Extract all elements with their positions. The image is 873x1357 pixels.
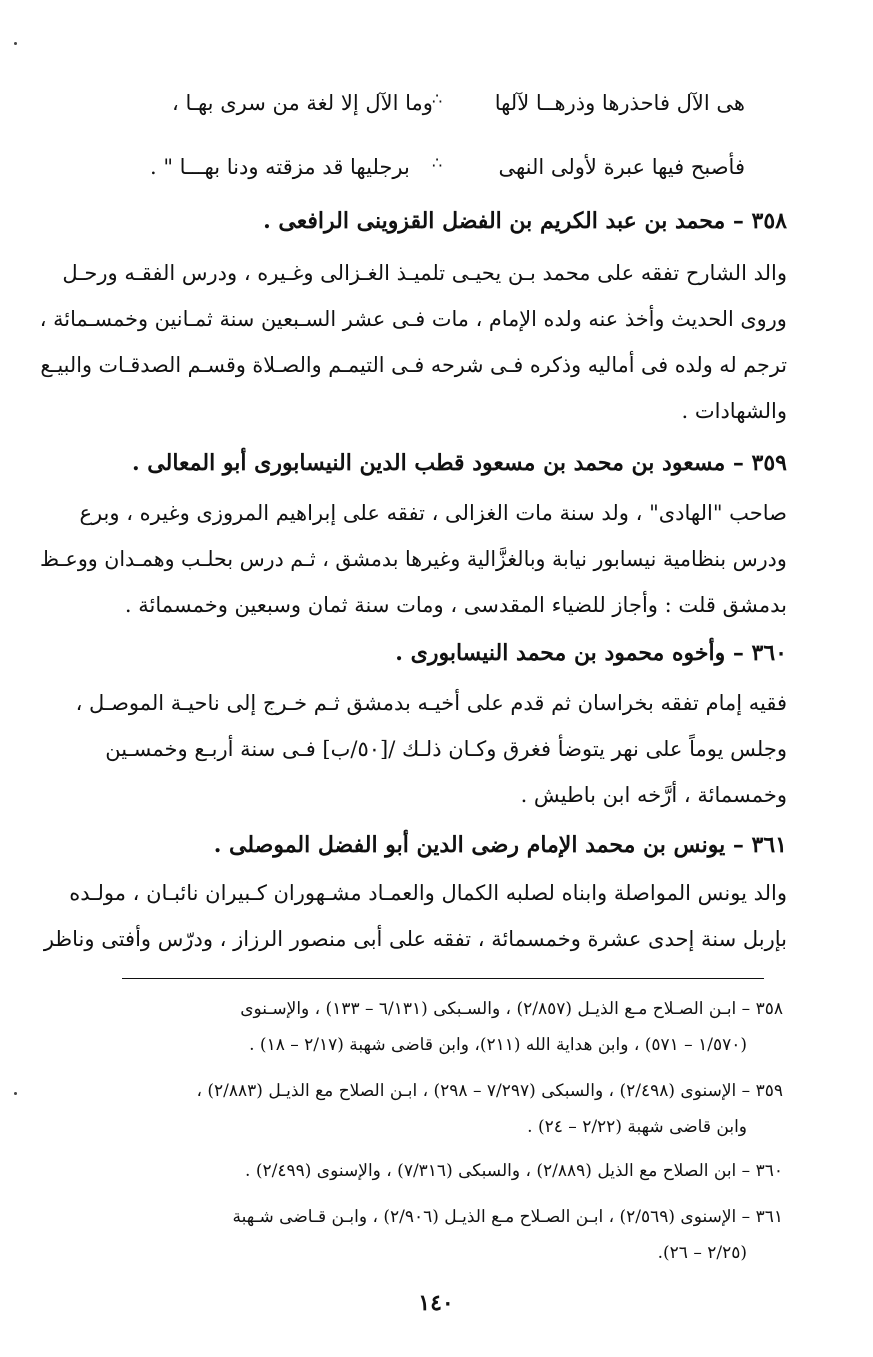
entry-359-heading: ٣٥٩ – مسعود بن محمد بن مسعود قطب الدين النيسابورى أبو المعالى . [131,450,787,476]
poem-line-1-separator: ∴ [432,89,443,108]
entry-359-line-1: صاحب "الهادى" ، ولد سنة مات الغزالى ، تفقه على إبراهيم المروزى وغيره ، وبرع [79,501,787,525]
entry-361-line-2: بإربل سنة إحدى عشرة وخمسمائة ، تفقه على أبى منصور الرزاز ، ودرّس وأفتى وناظر [43,927,787,951]
footnote-361-line-1: ٣٦١ – الإسنوى (٢/٥٦٩) ، ابـن الصـلاح مـع الذيـل (٢/٩٠٦) ، وابـن قـاضى شـهبة [232,1207,783,1227]
poem-line-2-separator: ∴ [432,153,443,172]
entry-360-line-3: وخمسمائة ، أرَّخه ابن باطيش . [520,783,787,807]
footnote-361-line-2: (٢/٢٥ – ٢٦). [657,1243,747,1263]
entry-360-line-1: فقيه إمام تفقه بخراسان ثم قدم على أخيـه بدمشق ثـم خـرج إلى ناحيـة الموصـل ، [75,691,787,715]
footnote-360-line-1: ٣٦٠ – ابن الصلاح مع الذيل (٢/٨٨٩) ، والسبكى (٧/٣١٦) ، والإسنوى (٢/٤٩٩) . [245,1161,783,1181]
entry-360-heading: ٣٦٠ – وأخوه محمود بن محمد النيسابورى . [395,640,787,666]
footnote-359-line-1: ٣٥٩ – الإسنوى (٢/٤٩٨) ، والسبكى (٧/٢٩٧ – ٢٩٨) ، ابـن الصلاح مع الذيـل (٢/٨٨٣) ، [196,1081,783,1101]
entry-358-line-2: وروى الحديث وأخذ عنه ولده الإمام ، مات فـى عشر السـبعين سنة ثمـانين وخمسـمائة ، [39,307,787,331]
footnote-359-line-2: وابن قاضى شهبة (٢/٢٢ – ٢٤) . [527,1117,747,1137]
footnote-358-line-2: (١/٥٧٠ – ٥٧١) ، وابن هداية الله (٢١١)، وابن قاضى شهبة (٢/١٧ – ١٨) . [249,1035,747,1055]
entry-358-line-1: والد الشارح تفقه على محمد بـن يحيـى تلميـذ الغـزالى وغـيره ، ودرس الفقـه ورحـل [62,261,787,285]
entry-361-heading: ٣٦١ – يونس بن محمد الإمام رضى الدين أبو الفضل الموصلى . [213,832,787,858]
scan-speck [14,1092,17,1095]
scan-speck [14,42,17,45]
poem-line-1-right-hemistich: هى الآل فاحذرها وذرهــا لآلها [494,91,745,115]
entry-360-line-2: وجلس يوماً على نهر يتوضأ فغرق وكـان ذلـك /[٥٠/ب] فـى سنة أربـع وخمسـين [105,737,787,761]
poem-line-2-left-hemistich: برجليها قد مزقته ودنا بهـــا " . [150,155,410,179]
poem-line-2-right-hemistich: فأصبح فيها عبرة لأولى النهى [498,155,745,179]
page-number: ١٤٠ [418,1290,454,1316]
footnote-358-line-1: ٣٥٨ – ابـن الصـلاح مـع الذيـل (٢/٨٥٧) ، والسـبكى (٦/١٣١ – ١٣٣) ، والإسـنوى [240,999,783,1019]
entry-358-line-3: ترجم له ولده فى أماليه وذكره فـى شرحه فـى التيمـم والصـلاة وقسـم الصدقـات والبيـع [40,353,787,377]
entry-359-line-2: ودرس بنظامية نيسابور نيابة وبالغزَّالية وغيرها بدمشق ، ثـم درس بحلـب وهمـدان ووعـظ [40,547,787,571]
footnote-divider [122,978,764,979]
entry-358-line-4: والشهادات . [681,399,787,423]
entry-359-line-3: بدمشق قلت : وأجاز للضياء المقدسى ، ومات سنة ثمان وسبعين وخمسمائة . [124,593,787,617]
entry-358-heading: ٣٥٨ – محمد بن عبد الكريم بن الفضل القزوينى الرافعى . [263,208,787,234]
entry-361-line-1: والد يونس المواصلة وابناه لصلبه الكمال والعمـاد مشـهوران كـبيران نائبـان ، مولـده [69,881,787,905]
poem-line-1-left-hemistich: وما الآل إلا لغة من سرى بهـا ، [172,91,433,115]
